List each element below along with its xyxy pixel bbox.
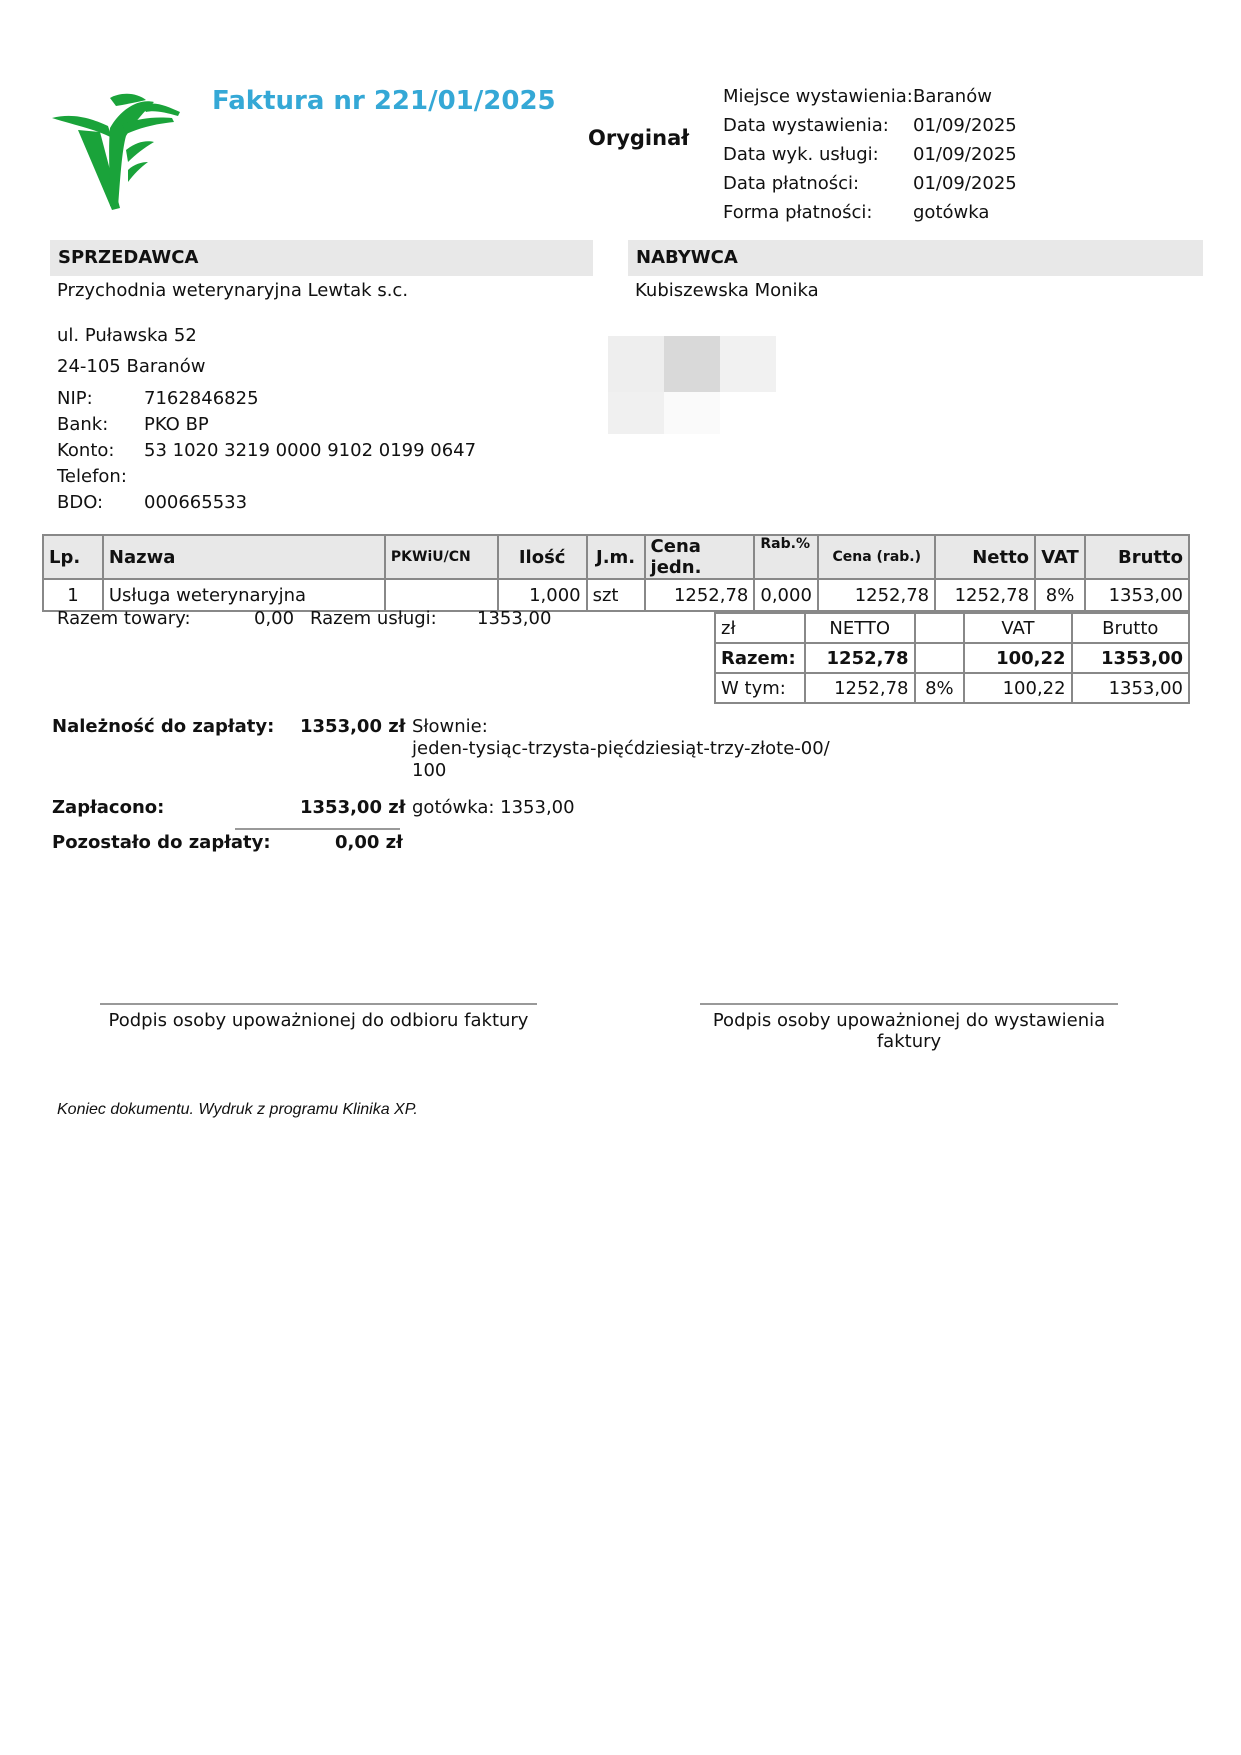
issuer-signature-line: faktury (876, 1031, 942, 1052)
redacted-block (664, 392, 720, 434)
totals-cell: 100,22 (964, 673, 1071, 703)
column-header: Rab.% (754, 535, 818, 579)
meta-row (723, 202, 1017, 231)
column-header: zł (715, 613, 805, 643)
items-table (42, 534, 1190, 612)
column-header: PKWiU/CN (385, 535, 498, 579)
cell-vat: 8% (1035, 579, 1085, 611)
paid-method: gotówka: 1353,00 (412, 797, 575, 818)
redacted-block (720, 336, 776, 392)
meta-value: 01/09/2025 (913, 144, 1017, 165)
column-header: Brutto (1072, 613, 1189, 643)
words-label: Słownie: (412, 716, 488, 737)
meta-row (723, 173, 1017, 202)
field-value: PKO BP (144, 414, 209, 435)
column-header: Netto (935, 535, 1035, 579)
signature-line-receiver (100, 1003, 537, 1005)
seller-street: ul. Puławska 52 (57, 325, 197, 346)
meta-label: Data wystawienia: (723, 115, 889, 136)
issuer-signature-label (700, 1010, 1118, 1052)
totals-cell: 1353,00 (1072, 643, 1189, 673)
totals-cell: 1252,78 (805, 673, 915, 703)
seller-field (57, 466, 476, 492)
cell-pkwiu (385, 579, 498, 611)
meta-value: 01/09/2025 (913, 173, 1017, 194)
cell-lp: 1 (43, 579, 103, 611)
signature-line-issuer (700, 1003, 1118, 1005)
field-label: Konto: (57, 440, 115, 461)
totals-cell: 1252,78 (805, 643, 915, 673)
paid-underline (235, 828, 400, 830)
seller-city: 24-105 Baranów (57, 356, 206, 377)
totals-of-which-row (715, 673, 1189, 703)
invoice-title: Faktura nr 221/01/2025 (212, 86, 556, 116)
invoice-meta (723, 86, 1017, 231)
seller-address (57, 325, 205, 387)
goods-label: Razem towary: (57, 608, 191, 629)
seller-details (57, 388, 476, 518)
field-value: 53 1020 3219 0000 9102 0199 0647 (144, 440, 477, 461)
remaining-label: Pozostało do zapłaty: (52, 832, 271, 853)
seller-name: Przychodnia weterynaryjna Lewtak s.c. (57, 280, 409, 301)
cell-net: 1252,78 (935, 579, 1035, 611)
column-header: Nazwa (103, 535, 385, 579)
column-header: VAT (964, 613, 1071, 643)
totals-cell: 100,22 (964, 643, 1071, 673)
due-label: Należność do zapłaty: (52, 716, 275, 737)
redacted-block (608, 392, 664, 434)
table-row (43, 579, 1189, 611)
due-value: 1353,00 zł (300, 716, 406, 737)
meta-label: Data płatności: (723, 173, 860, 194)
goods-value: 0,00 (254, 608, 295, 629)
services-value: 1353,00 (477, 608, 552, 629)
cell-discount: 0,000 (754, 579, 818, 611)
meta-value: 01/09/2025 (913, 115, 1017, 136)
seller-field (57, 440, 476, 466)
receiver-signature-label: Podpis osoby upoważnionej do odbioru faktury (108, 1010, 529, 1031)
meta-label: Miejsce wystawienia: (723, 86, 913, 107)
issuer-signature-line: Podpis osoby upoważnionej do wystawienia (712, 1010, 1106, 1031)
meta-label: Forma płatności: (723, 202, 873, 223)
totals-sum-row (715, 643, 1189, 673)
meta-row (723, 86, 1017, 115)
column-header: Brutto (1085, 535, 1189, 579)
column-header: Lp. (43, 535, 103, 579)
cell-unit: szt (587, 579, 645, 611)
words-line: 100 (412, 760, 447, 781)
cell-unit-price: 1252,78 (645, 579, 755, 611)
field-label: NIP: (57, 388, 93, 409)
cell-qty: 1,000 (498, 579, 587, 611)
field-value: 000665533 (144, 492, 248, 513)
column-header: Cena jedn. (645, 535, 755, 579)
column-header: J.m. (587, 535, 645, 579)
column-header: VAT (1035, 535, 1085, 579)
meta-row (723, 144, 1017, 173)
field-label: BDO: (57, 492, 104, 513)
totals-cell: Razem: (715, 643, 805, 673)
totals-cell: W tym: (715, 673, 805, 703)
totals-cell (915, 643, 965, 673)
meta-value: gotówka (913, 202, 990, 223)
totals-header-row (715, 613, 1189, 643)
field-label: Bank: (57, 414, 109, 435)
meta-value: Baranów (913, 86, 992, 107)
cell-gross: 1353,00 (1085, 579, 1189, 611)
totals-table (714, 612, 1190, 704)
seller-field (57, 388, 476, 414)
totals-cell: 8% (915, 673, 965, 703)
clinic-logo (50, 90, 185, 215)
column-header (915, 613, 965, 643)
document-footer: Koniec dokumentu. Wydruk z programu Klinika XP. (57, 1101, 418, 1118)
column-header: Cena (rab.) (818, 535, 935, 579)
paid-value: 1353,00 zł (300, 797, 406, 818)
field-value: 7162846825 (144, 388, 259, 409)
meta-label: Data wyk. usługi: (723, 144, 879, 165)
seller-field (57, 492, 476, 518)
totals-cell: 1353,00 (1072, 673, 1189, 703)
redacted-block (608, 336, 664, 392)
remaining-value: 0,00 zł (335, 832, 403, 853)
column-header: NETTO (805, 613, 915, 643)
original-label: Oryginał (588, 126, 690, 150)
buyer-heading: NABYWCA (628, 240, 1203, 276)
words-line: jeden-tysiąc-trzysta-pięćdziesiąt-trzy-złote-00/ (412, 738, 830, 759)
paid-label: Zapłacono: (52, 797, 165, 818)
items-header-row (43, 535, 1189, 579)
column-header: Ilość (498, 535, 587, 579)
cell-discounted-price: 1252,78 (818, 579, 935, 611)
field-label: Telefon: (57, 466, 127, 487)
redacted-block (664, 336, 720, 392)
seller-heading: SPRZEDAWCA (50, 240, 593, 276)
meta-row (723, 115, 1017, 144)
buyer-name: Kubiszewska Monika (635, 280, 819, 301)
services-label: Razem usługi: (310, 608, 437, 629)
seller-field (57, 414, 476, 440)
cell-name: Usługa weterynaryjna (103, 579, 385, 611)
